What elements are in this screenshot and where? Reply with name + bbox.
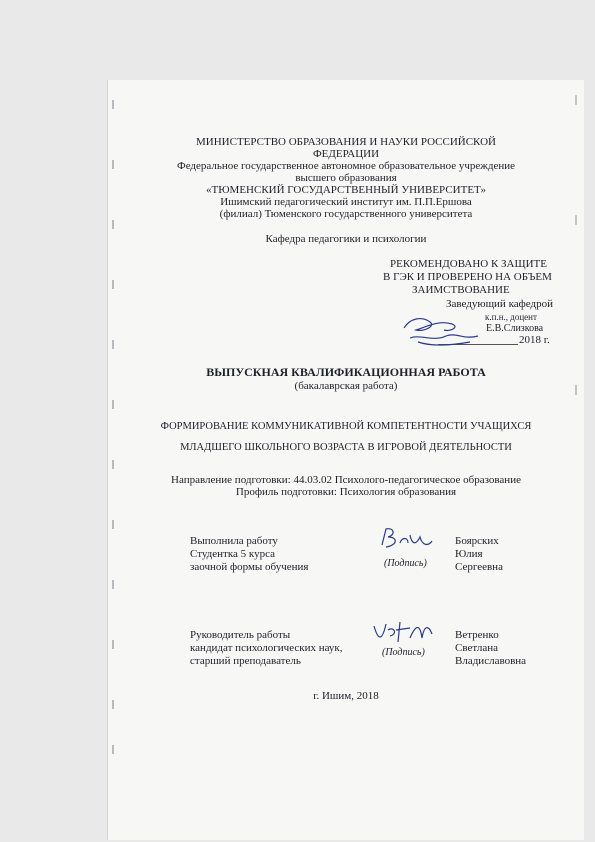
- work-title: ВЫПУСКНАЯ КВАЛИФИКАЦИОННАЯ РАБОТА: [206, 365, 486, 379]
- branch-line-2: (филиал) Тюменского государственного университета: [219, 208, 473, 220]
- supervisor-signature-label: (Подпись): [382, 647, 425, 658]
- institution-line-2: высшего образования: [295, 172, 397, 184]
- student-name: Юлия: [455, 548, 483, 560]
- direction: Направление подготовки: 44.03.02 Психолого-педагогическое образование: [171, 474, 521, 486]
- student-signature-label: (Подпись): [384, 558, 427, 569]
- head-title: Заведующий кафедрой: [446, 298, 553, 310]
- supervisor-role-line-3: старший преподаватель: [190, 655, 301, 667]
- supervisor-patronymic: Владиславовна: [455, 655, 527, 667]
- branch-line-1: Ишимский педагогический институт им. П.П.Ершова: [220, 196, 472, 208]
- institution-line-1: Федеральное государственное автономное образовательное учреждение: [177, 160, 515, 172]
- student-role-line-1: Выполнила работу: [190, 535, 278, 547]
- university-name: «ТЮМЕНСКИЙ ГОСУДАРСТВЕННЫЙ УНИВЕРСИТЕТ»: [206, 184, 486, 196]
- head-signature-image: [400, 312, 490, 350]
- approval-line-1: РЕКОМЕНДОВАНО К ЗАЩИТЕ: [390, 258, 547, 270]
- approval-date: 2018 г.: [519, 334, 550, 346]
- supervisor-name: Светлана: [455, 642, 499, 654]
- topic-line-1: ФОРМИРОВАНИЕ КОММУНИКАТИВНОЙ КОМПЕТЕНТНОСТИ УЧАЩИХСЯ: [160, 421, 532, 432]
- supervisor-role-line-1: Руководитель работы: [190, 629, 291, 641]
- place-year: г. Ишим, 2018: [313, 690, 379, 702]
- scan-edge-mark: [575, 95, 577, 105]
- ministry-line-1: МИНИСТЕРСТВО ОБРАЗОВАНИЯ И НАУКИ РОССИЙСКОЙ: [196, 136, 496, 148]
- work-type: (бакалаврская работа): [294, 380, 398, 392]
- head-name: Е.В.Слизкова: [486, 323, 544, 334]
- supervisor-role-line-2: кандидат психологических наук,: [190, 642, 343, 654]
- approval-line-2: В ГЭК И ПРОВЕРЕНО НА ОБЪЕМ: [383, 271, 552, 283]
- student-role-line-3: заочной формы обучения: [190, 561, 309, 573]
- profile: Профиль подготовки: Психология образования: [235, 486, 457, 498]
- student-surname: Боярских: [455, 535, 499, 547]
- supervisor-surname: Ветренко: [455, 629, 499, 641]
- topic-line-2: МЛАДШЕГО ШКОЛЬНОГО ВОЗРАСТА В ИГРОВОЙ ДЕЯТЕЛЬНОСТИ: [180, 442, 512, 453]
- student-patronymic: Сергеевна: [455, 561, 503, 573]
- approval-line-3: ЗАИМСТВОВАНИЕ: [412, 284, 510, 296]
- head-degree: к.п.н., доцент: [485, 312, 537, 322]
- supervisor-signature-image: [370, 616, 436, 650]
- student-role-line-2: Студентка 5 курса: [190, 548, 275, 560]
- ministry-line-2: ФЕДЕРАЦИИ: [312, 148, 380, 160]
- student-signature-image: [376, 525, 434, 553]
- department: Кафедра педагогики и психологии: [265, 233, 427, 245]
